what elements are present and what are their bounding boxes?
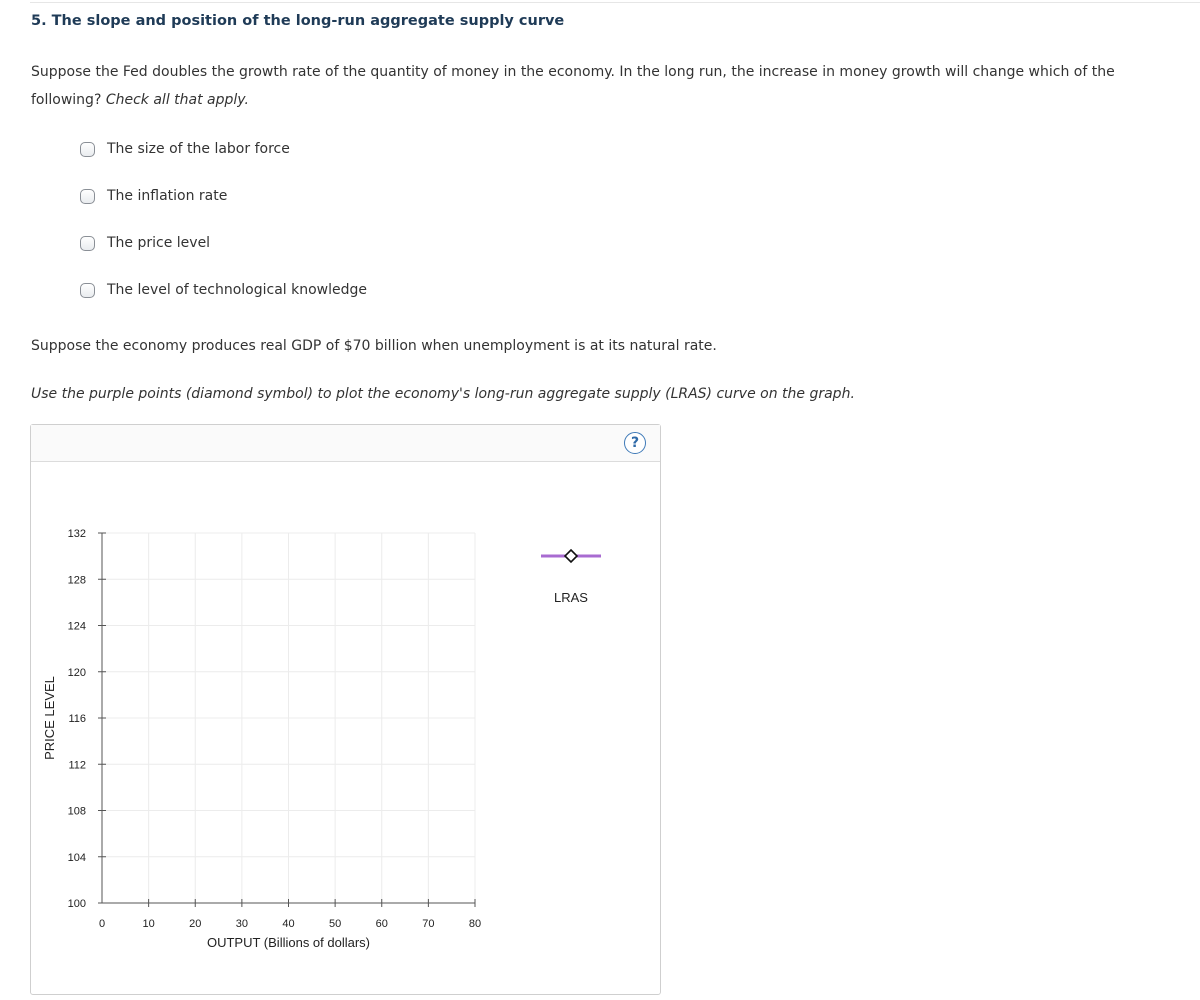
question-title: 5. The slope and position of the long-run aggregate supply curve [31, 13, 565, 29]
option-labor-force[interactable] [80, 138, 290, 160]
x-tick-label: 70 [422, 918, 435, 930]
y-axis-title: PRICE LEVEL [42, 676, 57, 760]
y-tick-label: 104 [67, 851, 86, 864]
x-tick-label: 80 [468, 918, 482, 930]
y-tick-label: 112 [68, 759, 86, 772]
option-technological-knowledge[interactable] [80, 279, 367, 301]
option-price-level[interactable] [80, 232, 210, 254]
question-mark-icon[interactable]: ? [624, 432, 646, 454]
option-label: The inflation rate [107, 188, 228, 204]
graph-panel [30, 424, 661, 995]
diamond-icon [565, 550, 577, 562]
x-tick-label: 0 [98, 918, 106, 930]
question-intro-text: Suppose the Fed doubles the growth rate of the quantity of money in the economy. In the long run, the increase in money growth will change which of the following? [31, 64, 1115, 108]
x-tick-label: 40 [282, 918, 295, 930]
y-tick-label: 128 [67, 574, 86, 587]
x-tick-label: 20 [189, 918, 202, 930]
legend-label: LRAS [554, 590, 588, 605]
y-tick-label: 100 [67, 898, 86, 910]
option-inflation-rate[interactable] [80, 185, 227, 207]
option-label: The level of technological knowledge [107, 282, 368, 298]
top-divider [30, 2, 1200, 3]
plot-instruction: Use the purple points (diamond symbol) to plot the economy's long-run aggregate supply (LRAS) curve on the graph. [31, 386, 855, 402]
y-tick-label: 120 [67, 666, 86, 679]
x-tick-label: 10 [142, 918, 155, 930]
checkbox[interactable] [80, 142, 95, 157]
checkbox[interactable] [80, 236, 95, 251]
x-tick-label: 30 [235, 918, 248, 930]
gdp-statement: Suppose the economy produces real GDP of $70 billion when unemployment is at its natural rate. [31, 338, 717, 354]
x-tick-label: 60 [375, 918, 388, 930]
x-tick-label: 50 [329, 918, 342, 930]
y-tick-label: 116 [68, 713, 86, 725]
checkbox[interactable] [80, 189, 95, 204]
x-axis-title: OUTPUT (Billions of dollars) [206, 935, 371, 950]
option-label: The price level [107, 235, 211, 251]
question-instruction: Check all that apply. [105, 92, 249, 108]
checkbox[interactable] [80, 283, 95, 298]
question-intro [31, 58, 1141, 114]
y-tick-label: 108 [67, 805, 86, 818]
y-tick-label: 132 [67, 528, 86, 540]
option-label: The size of the labor force [107, 141, 290, 157]
y-tick-label: 124 [67, 620, 86, 633]
lras-graph[interactable] [31, 425, 660, 994]
